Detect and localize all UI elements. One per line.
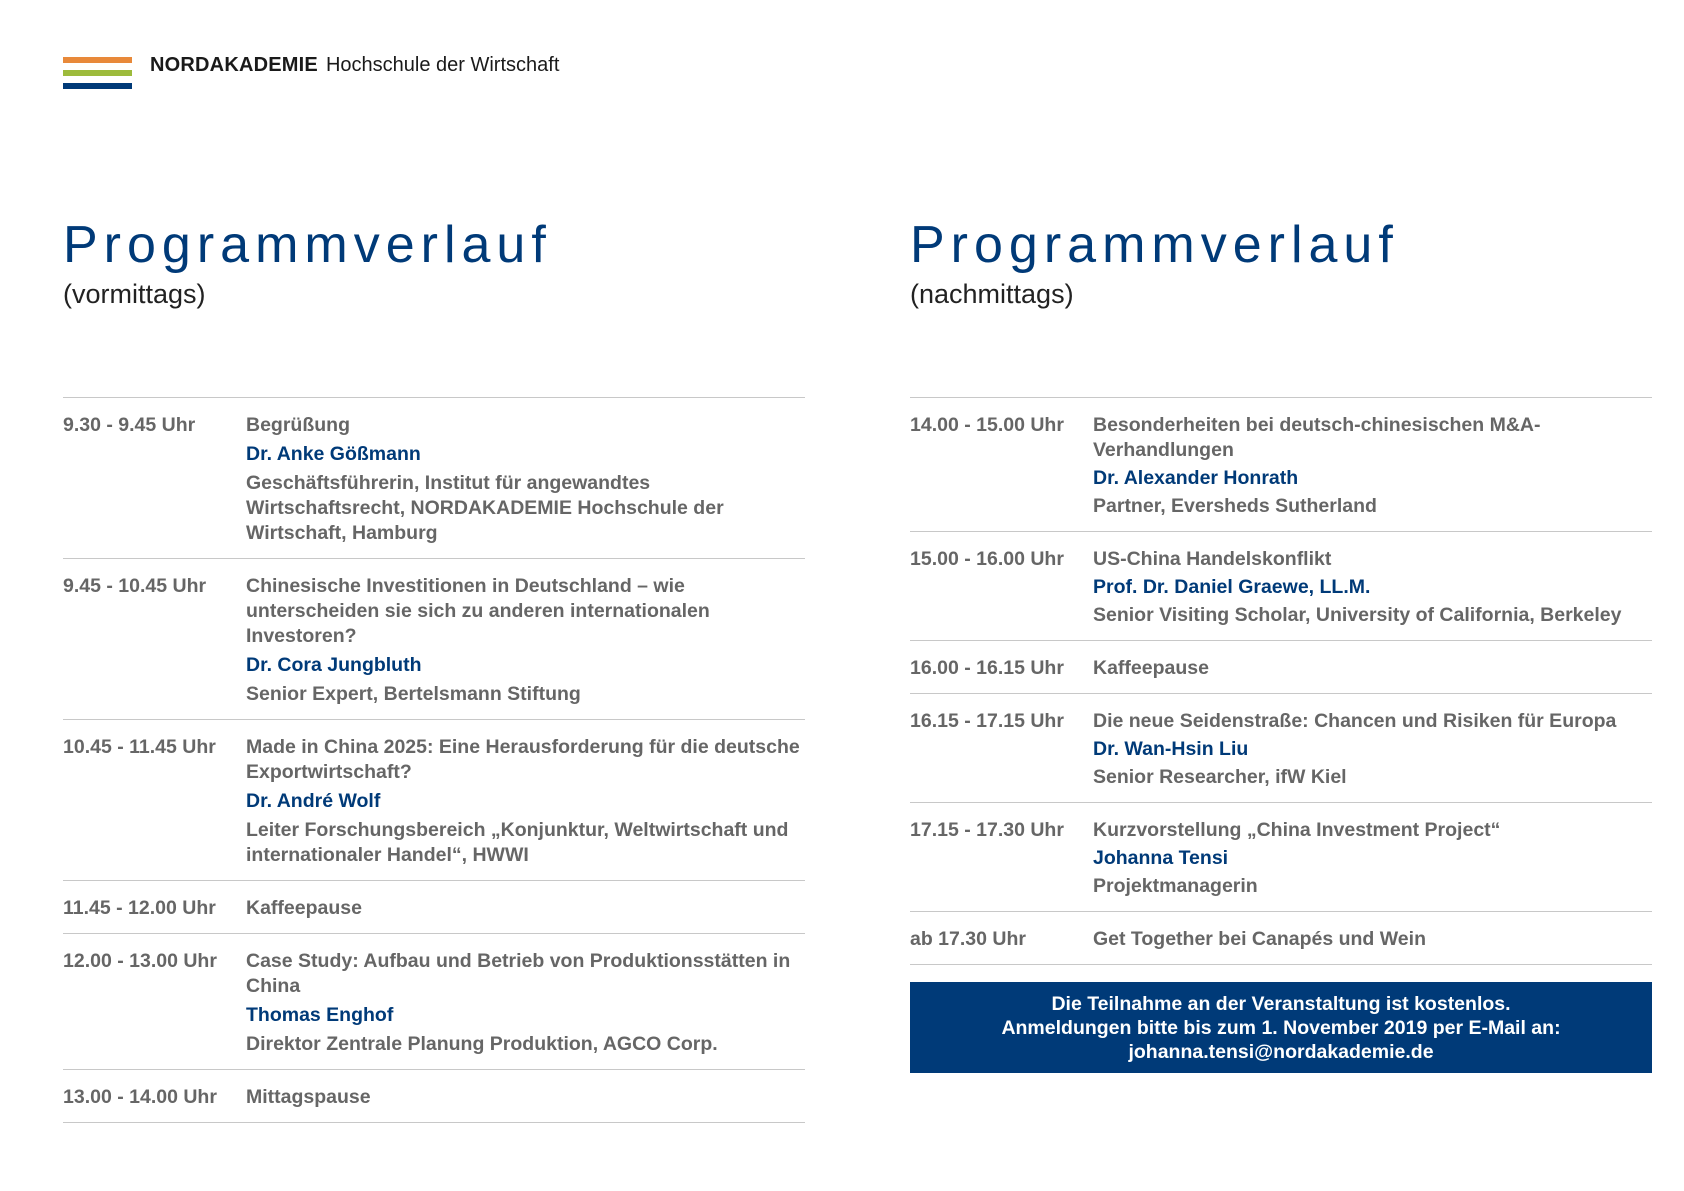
schedule-time: 14.00 - 15.00 Uhr (910, 414, 1064, 436)
schedule-time: 16.15 - 17.15 Uhr (910, 710, 1064, 732)
page-header (63, 55, 559, 91)
info-email-link[interactable]: johanna.tensi@nordakademie.de (1128, 1040, 1434, 1063)
schedule-role: Direktor Zentrale Planung Produktion, AGCO Corp. (246, 1033, 718, 1055)
afternoon-heading (910, 215, 1652, 311)
schedule-time: 11.45 - 12.00 Uhr (63, 897, 216, 919)
schedule-row (910, 803, 1652, 912)
schedule-topic: Die neue Seidenstraße: Chancen und Risiken für Europa (1093, 710, 1617, 732)
schedule-speaker: Thomas Enghof (246, 1004, 394, 1026)
schedule-time: 15.00 - 16.00 Uhr (910, 548, 1064, 570)
schedule-speaker: Dr. Alexander Honrath (1093, 467, 1299, 489)
page-subtitle: (nachmittags) (910, 279, 1074, 309)
schedule-role: Senior Visiting Scholar, University of California, Berkeley (1093, 604, 1622, 626)
info-registration-deadline: Anmeldungen bitte bis zum 1. November 2019 per E-Mail an: (1001, 1016, 1561, 1039)
schedule-speaker: Dr. Anke Gößmann (246, 443, 421, 465)
schedule-row (63, 1070, 805, 1123)
afternoon-schedule (910, 397, 1652, 965)
registration-info-box (910, 982, 1652, 1073)
page-title: Programmverlauf (63, 216, 552, 274)
schedule-content (1093, 413, 1652, 519)
page-subtitle: (vormittags) (63, 279, 206, 309)
schedule-row (63, 881, 805, 934)
schedule-row (910, 912, 1652, 965)
schedule-time: 9.45 - 10.45 Uhr (63, 575, 207, 597)
schedule-speaker: Dr. Cora Jungbluth (246, 654, 422, 676)
brand-subtitle: Hochschule der Wirtschaft (325, 53, 560, 76)
schedule-topic: Kaffeepause (1093, 657, 1209, 679)
schedule-time: 16.00 - 16.15 Uhr (910, 657, 1064, 679)
schedule-topic: Besonderheiten bei deutsch-chinesischen M&A-Verhandlungen (1093, 414, 1541, 461)
morning-schedule (63, 397, 805, 1123)
schedule-time: 9.30 - 9.45 Uhr (63, 414, 196, 436)
schedule-topic: Mittagspause (246, 1086, 371, 1108)
logo-stripe-orange (63, 57, 132, 63)
schedule-topic: Made in China 2025: Eine Herausforderung für die deutsche Exportwirtschaft? (246, 736, 800, 783)
schedule-role: Geschäftsführerin, Institut für angewandtes Wirtschaftsrecht, NORDAKADEMIE Hochschule der Wirtschaft, Hamburg (246, 472, 724, 544)
schedule-content (246, 413, 805, 546)
schedule-topic: Begrüßung (246, 414, 350, 436)
schedule-topic: US-China Handelskonflikt (1093, 548, 1332, 570)
schedule-row (910, 398, 1652, 532)
schedule-content (246, 735, 805, 868)
schedule-content (1093, 818, 1652, 899)
schedule-role: Partner, Eversheds Sutherland (1093, 495, 1377, 517)
logo-stripe-blue (63, 83, 132, 89)
schedule-content (1093, 927, 1652, 952)
logo-stripe-green (63, 70, 132, 76)
schedule-row (63, 398, 805, 559)
schedule-content (1093, 709, 1652, 790)
info-free-participation: Die Teilnahme an der Veranstaltung ist kostenlos. (1051, 992, 1511, 1015)
schedule-topic: Chinesische Investitionen in Deutschland – wie unterscheiden sie sich zu anderen internationalen Investoren? (246, 575, 710, 647)
schedule-row (63, 559, 805, 720)
schedule-time: ab 17.30 Uhr (910, 928, 1026, 950)
schedule-content (1093, 547, 1652, 628)
schedule-content (246, 949, 805, 1057)
schedule-topic: Kurzvorstellung „China Investment Project“ (1093, 819, 1501, 841)
schedule-time: 12.00 - 13.00 Uhr (63, 950, 217, 972)
schedule-role: Senior Expert, Bertelsmann Stiftung (246, 683, 581, 705)
schedule-topic: Case Study: Aufbau und Betrieb von Produktionsstätten in China (246, 950, 791, 997)
schedule-time: 17.15 - 17.30 Uhr (910, 819, 1064, 841)
schedule-time: 13.00 - 14.00 Uhr (63, 1086, 217, 1108)
schedule-row (63, 934, 805, 1070)
schedule-role: Senior Researcher, ifW Kiel (1093, 766, 1347, 788)
brand-name: NORDAKADEMIE (150, 53, 318, 76)
brand (150, 54, 559, 77)
schedule-speaker: Dr. Wan-Hsin Liu (1093, 738, 1249, 760)
schedule-row (910, 532, 1652, 641)
schedule-content (1093, 656, 1652, 681)
nordakademie-logo-icon (63, 56, 132, 91)
schedule-role: Projektmanagerin (1093, 875, 1258, 897)
schedule-topic: Get Together bei Canapés und Wein (1093, 928, 1426, 950)
schedule-time: 10.45 - 11.45 Uhr (63, 736, 216, 758)
schedule-row (910, 641, 1652, 694)
page-title: Programmverlauf (910, 216, 1399, 274)
schedule-speaker: Prof. Dr. Daniel Graewe, LL.M. (1093, 576, 1371, 598)
schedule-role: Leiter Forschungsbereich „Konjunktur, Weltwirtschaft und internationaler Handel“, HWWI (246, 819, 789, 866)
schedule-speaker: Dr. André Wolf (246, 790, 381, 812)
schedule-content (246, 896, 805, 921)
schedule-content (246, 574, 805, 707)
schedule-topic: Kaffeepause (246, 897, 362, 919)
schedule-row (63, 720, 805, 881)
morning-heading (63, 215, 805, 311)
schedule-speaker: Johanna Tensi (1093, 847, 1229, 869)
schedule-content (246, 1085, 805, 1110)
schedule-row (910, 694, 1652, 803)
